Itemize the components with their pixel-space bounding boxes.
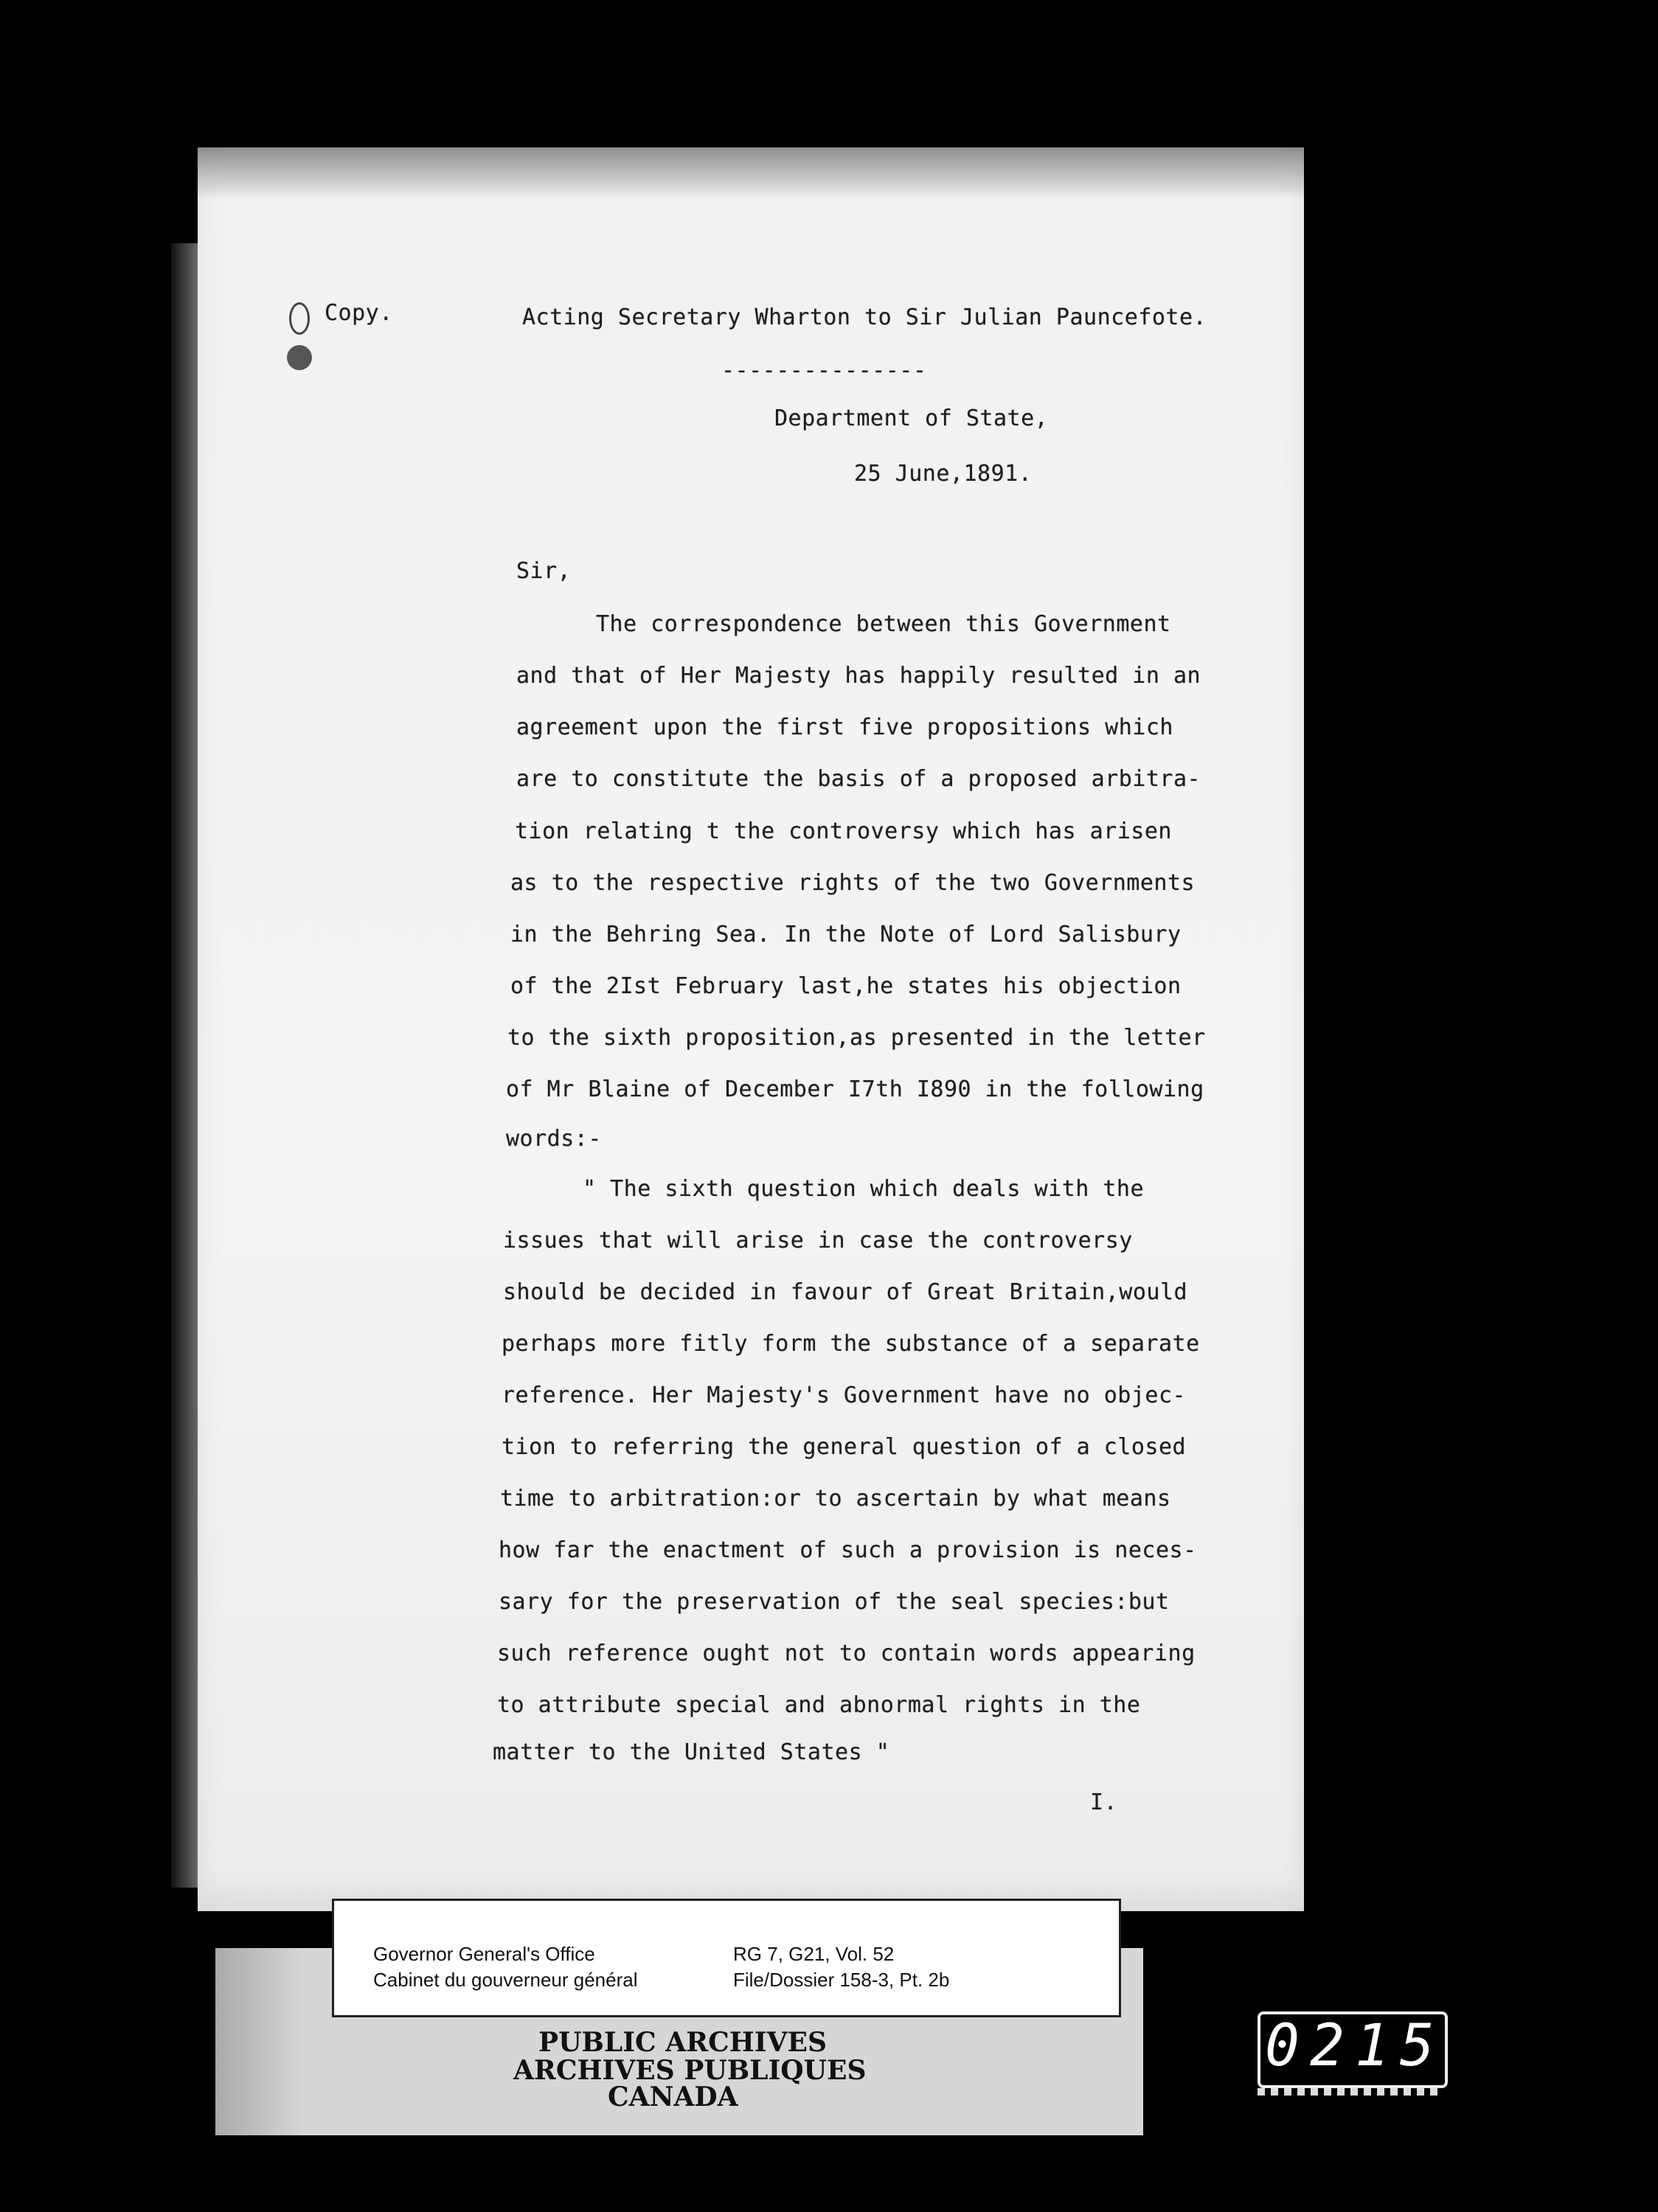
copy-mark: Copy. (325, 300, 393, 326)
page-top-shadow (198, 147, 1304, 199)
salutation: Sir, (516, 558, 572, 584)
quote-line: such reference ought not to contain words appearing (497, 1641, 1196, 1666)
body-line: The correspondence between this Government (596, 611, 1171, 637)
quote-line: tion to referring the general question of a closed (502, 1434, 1187, 1460)
quote-line: time to arbitration:or to ascertain by what means (500, 1486, 1171, 1512)
quote-line: perhaps more fitly form the substance of a separate (502, 1331, 1200, 1357)
quote-line: to attribute special and abnormal rights in the (497, 1692, 1141, 1718)
letter-heading: Acting Secretary Wharton to Sir Julian Pauncefote. (522, 305, 1207, 330)
page-marker: I. (1090, 1790, 1118, 1815)
body-line: words:- (506, 1126, 602, 1152)
office-name-fr: Cabinet du gouverneur général (373, 1969, 638, 1991)
file-dossier-ref: File/Dossier 158-3, Pt. 2b (733, 1969, 950, 1991)
record-group-ref: RG 7, G21, Vol. 52 (733, 1943, 895, 1965)
body-line: of the 2Ist February last,he states his objection (510, 973, 1182, 999)
body-line: tion relating t the controversy which has arisen (515, 818, 1172, 844)
body-line: to the sixth proposition,as presented in the letter (507, 1025, 1206, 1051)
quote-line: " The sixth question which deals with the (583, 1176, 1145, 1202)
body-line: agreement upon the first five propositions which (516, 714, 1173, 740)
department-line: Department of State, (774, 406, 1049, 431)
quote-line: reference. Her Majesty's Government have no objec- (502, 1382, 1187, 1408)
body-line: in the Behring Sea. In the Note of Lord Salisbury (510, 922, 1182, 947)
archives-stamp-line3: CANADA (608, 2081, 738, 2112)
film-perforation (1258, 2088, 1442, 2096)
quote-line: matter to the United States " (493, 1739, 890, 1765)
body-line: as to the respective rights of the two Governments (510, 870, 1196, 896)
body-line: are to constitute the basis of a proposed arbitra- (516, 766, 1201, 792)
date-line: 25 June,1891. (854, 461, 1033, 487)
body-line: and that of Her Majesty has happily resulted in an (516, 663, 1201, 689)
heading-rule: --------------- (721, 358, 927, 383)
archives-stamp-line1: PUBLIC ARCHIVES (538, 2027, 827, 2058)
archive-panel-shadow (215, 1948, 304, 2135)
quote-line: sary for the preservation of the seal species:but (499, 1589, 1170, 1615)
quote-line: should be decided in favour of Great Britain,would (503, 1279, 1188, 1305)
quote-line: issues that will arise in case the controversy (503, 1228, 1133, 1253)
body-line: of Mr Blaine of December I7th I890 in the following (506, 1077, 1204, 1102)
frame-number: 0215 (1265, 2013, 1445, 2079)
punch-hole-ring (289, 302, 310, 335)
quote-line: how far the enactment of such a provision is neces- (499, 1537, 1197, 1563)
punch-hole (287, 345, 312, 370)
archives-stamp-line2: ARCHIVES PUBLIQUES (513, 2055, 867, 2086)
office-name-en: Governor General's Office (373, 1943, 595, 1965)
